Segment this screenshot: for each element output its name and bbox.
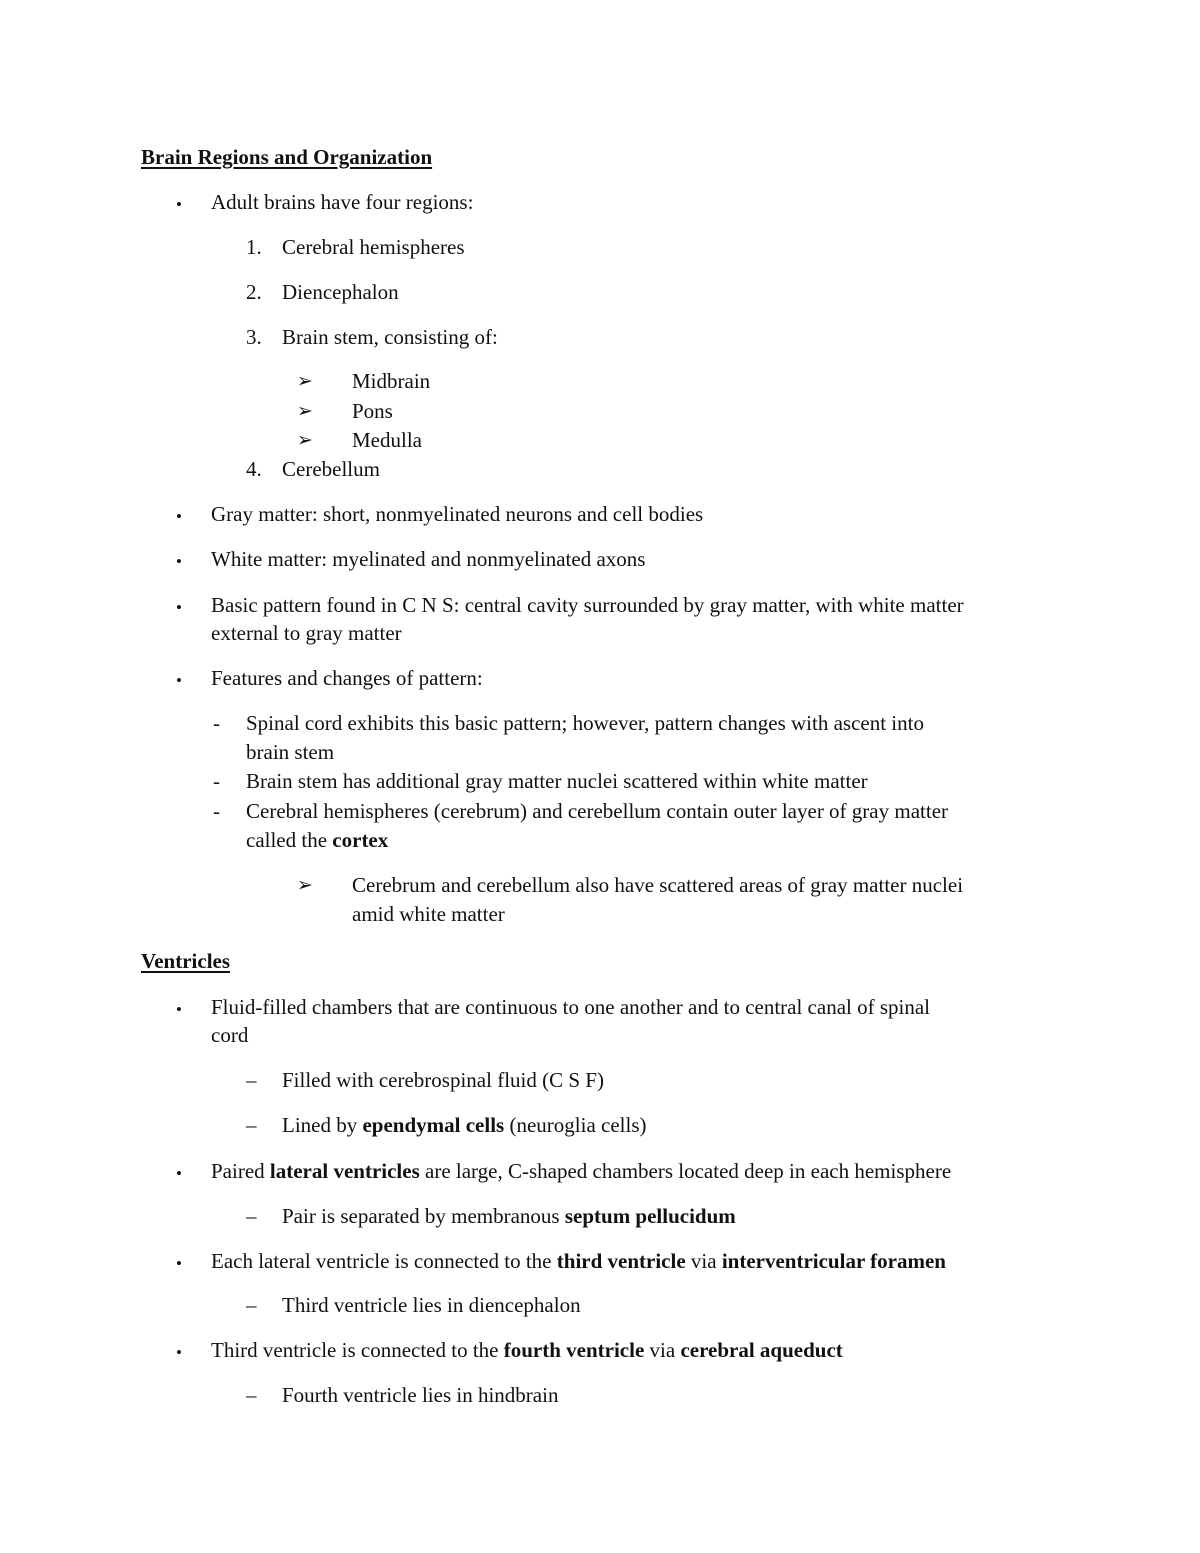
arrow-bullet-icon: ➢ bbox=[297, 874, 313, 896]
dash-marker: – bbox=[246, 1293, 257, 1317]
list-item: White matter: myelinated and nonmyelinated axons bbox=[211, 547, 646, 571]
list-item: Filled with cerebrospinal fluid (C S F) bbox=[282, 1068, 604, 1092]
bullet-marker: • bbox=[176, 1164, 182, 1183]
list-number: 3. bbox=[246, 325, 262, 349]
cerebral-aqueduct-term: cerebral aqueduct bbox=[680, 1338, 843, 1362]
list-item: Cerebral hemispheres bbox=[282, 235, 465, 259]
arrow-bullet-icon: ➢ bbox=[297, 429, 313, 451]
list-item: Medulla bbox=[352, 428, 422, 452]
bullet-marker: • bbox=[176, 552, 182, 571]
cortex-term: cortex bbox=[332, 828, 389, 852]
list-item: Third ventricle lies in diencephalon bbox=[282, 1293, 581, 1317]
third-ventricle-term: third ventricle bbox=[556, 1249, 686, 1273]
dash-marker: – bbox=[246, 1383, 257, 1407]
list-item: Cerebellum bbox=[282, 457, 380, 481]
list-item-continuation: cord bbox=[211, 1023, 249, 1047]
list-item-continuation: amid white matter bbox=[352, 902, 505, 926]
list-number: 2. bbox=[246, 280, 262, 304]
ependymal-cells-term: ependymal cells bbox=[362, 1113, 505, 1137]
hyphen-marker: - bbox=[213, 799, 220, 823]
text-segment: Each lateral ventricle is connected to the bbox=[211, 1249, 557, 1273]
section-heading-ventricles: Ventricles bbox=[141, 949, 231, 973]
list-item: Cerebrum and cerebellum also have scattered areas of gray matter nuclei bbox=[352, 873, 964, 897]
text-segment: are large, C-shaped chambers located deep in each hemisphere bbox=[419, 1159, 952, 1183]
arrow-bullet-icon: ➢ bbox=[297, 370, 313, 392]
text-segment: Lined by bbox=[282, 1113, 363, 1137]
list-number: 4. bbox=[246, 457, 262, 481]
list-item-continuation: brain stem bbox=[246, 740, 335, 764]
text-segment: via bbox=[644, 1338, 681, 1362]
arrow-bullet-icon: ➢ bbox=[297, 400, 313, 422]
list-item: Cerebral hemispheres (cerebrum) and cerebellum contain outer layer of gray matter bbox=[246, 799, 949, 823]
list-item: Basic pattern found in C N S: central cavity surrounded by gray matter, with white matter bbox=[211, 593, 964, 617]
text-segment: (neuroglia cells) bbox=[504, 1113, 647, 1137]
list-item: Adult brains have four regions: bbox=[211, 190, 474, 214]
bullet-marker: • bbox=[176, 195, 182, 214]
septum-pellucidum-term: septum pellucidum bbox=[564, 1204, 736, 1228]
list-number: 1. bbox=[246, 235, 262, 259]
dash-marker: – bbox=[246, 1113, 257, 1137]
list-item bbox=[211, 1247, 946, 1276]
dash-marker: – bbox=[246, 1068, 257, 1092]
list-item-continuation bbox=[246, 826, 388, 855]
text-segment: Third ventricle is connected to the bbox=[211, 1338, 504, 1362]
bullet-marker: • bbox=[176, 1343, 182, 1362]
bullet-marker: • bbox=[176, 507, 182, 526]
list-item: Gray matter: short, nonmyelinated neurons and cell bodies bbox=[211, 502, 704, 526]
interventricular-foramen-term: interventricular foramen bbox=[721, 1249, 946, 1273]
hyphen-marker: - bbox=[213, 711, 220, 735]
text-segment: Paired bbox=[211, 1159, 270, 1183]
list-item: Midbrain bbox=[352, 369, 431, 393]
list-item: Spinal cord exhibits this basic pattern; however, pattern changes with ascent into bbox=[246, 711, 924, 735]
list-item bbox=[211, 1157, 951, 1186]
fourth-ventricle-term: fourth ventricle bbox=[503, 1338, 645, 1362]
list-item bbox=[211, 1336, 843, 1365]
bullet-marker: • bbox=[176, 1254, 182, 1273]
list-item: Fourth ventricle lies in hindbrain bbox=[282, 1383, 559, 1407]
list-item bbox=[282, 1202, 736, 1231]
text-segment: Pair is separated by membranous bbox=[282, 1204, 565, 1228]
list-item-continuation: external to gray matter bbox=[211, 621, 402, 645]
text-segment: via bbox=[685, 1249, 722, 1273]
bullet-marker: • bbox=[176, 598, 182, 617]
bullet-marker: • bbox=[176, 671, 182, 690]
lateral-ventricles-term: lateral ventricles bbox=[269, 1159, 420, 1183]
list-item: Brain stem, consisting of: bbox=[282, 325, 498, 349]
list-item: Brain stem has additional gray matter nuclei scattered within white matter bbox=[246, 769, 868, 793]
dash-marker: – bbox=[246, 1204, 257, 1228]
hyphen-marker: - bbox=[213, 769, 220, 793]
cortex-lead-text: called the bbox=[246, 828, 333, 852]
list-item: Diencephalon bbox=[282, 280, 399, 304]
list-item: Fluid-filled chambers that are continuous to one another and to central canal of spinal bbox=[211, 995, 931, 1019]
section-heading-brain-regions: Brain Regions and Organization bbox=[141, 145, 433, 169]
list-item bbox=[282, 1111, 647, 1140]
list-item: Features and changes of pattern: bbox=[211, 666, 483, 690]
bullet-marker: • bbox=[176, 1000, 182, 1019]
list-item: Pons bbox=[352, 399, 393, 423]
